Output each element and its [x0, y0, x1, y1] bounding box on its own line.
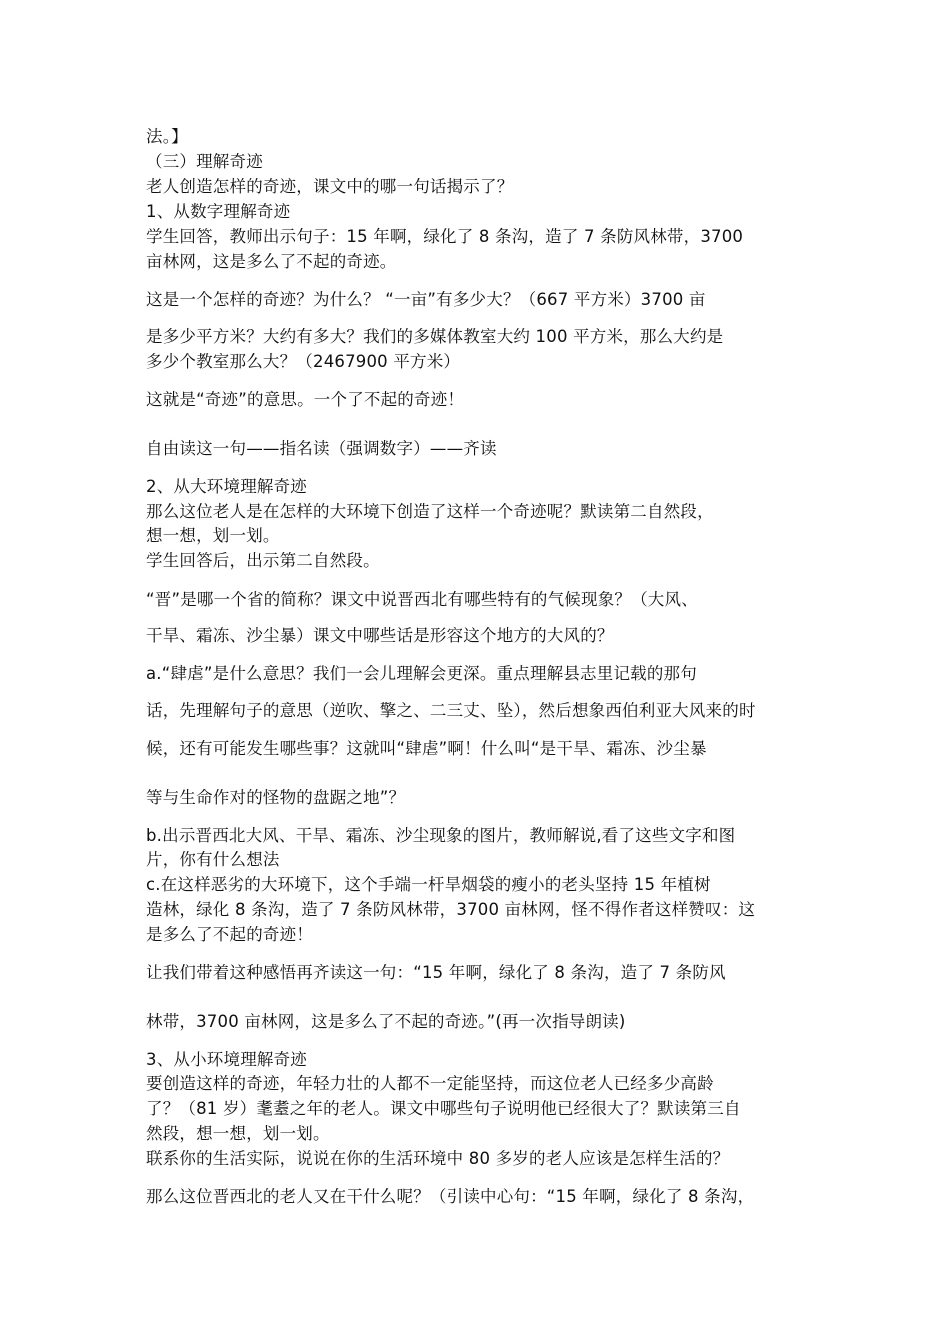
text-line: 话，先理解句子的意思（逆吹、擎之、二三丈、坠），然后想象西伯利亚大风来的时	[146, 701, 756, 720]
section-heading: （三）理解奇迹	[146, 152, 263, 171]
text-line: a.“肆虐”是什么意思？我们一会儿理解会更深。重点理解县志里记载的那句	[146, 664, 697, 683]
text-line: 学生回答，教师出示句子：15 年啊，绿化了 8 条沟，造了 7 条防风林带，3700	[146, 227, 744, 246]
text-line: 这就是“奇迹”的意思。一个了不起的奇迹！	[146, 390, 465, 409]
text-line: 片，你有什么想法	[146, 850, 280, 869]
text-line: 想一想，划一划。	[146, 526, 280, 545]
text-line: 老人创造怎样的奇迹，课文中的哪一句话揭示了？	[146, 177, 514, 196]
text-line: 自由读这一句——指名读（强调数字）——齐读	[146, 439, 497, 458]
text-line: 亩林网，这是多么了不起的奇迹。	[146, 252, 397, 271]
text-line: 造林，绿化 8 条沟，造了 7 条防风林带，3700 亩林网，怪不得作者这样赞叹：这	[146, 900, 756, 919]
text-line: 了？（81 岁）耄耋之年的老人。课文中哪些句子说明他已经很大了？默读第三自	[146, 1099, 741, 1118]
text-line: 那么这位老人是在怎样的大环境下创造了这样一个奇迹呢？默读第二自然段，	[146, 502, 714, 521]
text-line: 然段，想一想，划一划。	[146, 1124, 330, 1143]
text-line: 等与生命作对的怪物的盘踞之地”？	[146, 788, 406, 807]
text-line: 要创造这样的奇迹，年轻力壮的人都不一定能坚持，而这位老人已经多少高龄	[146, 1074, 714, 1093]
text-line: “晋”是哪一个省的简称？课文中说晋西北有哪些特有的气候现象？（大风、	[146, 590, 698, 609]
subsection-heading: 1、从数字理解奇迹	[146, 202, 291, 221]
text-line: b.出示晋西北大风、干旱、霜冻、沙尘现象的图片，教师解说,看了这些文字和图	[146, 826, 736, 845]
text-line: 是多么了不起的奇迹！	[146, 925, 313, 944]
text-line: 那么这位晋西北的老人又在干什么呢？（引读中心句：“15 年啊，绿化了 8 条沟，	[146, 1187, 755, 1206]
text-line: 联系你的生活实际，说说在你的生活环境中 80 多岁的老人应该是怎样生活的？	[146, 1149, 730, 1168]
text-line: 多少个教室那么大？（2467900 平方米）	[146, 352, 461, 371]
text-line: 林带，3700 亩林网，这是多么了不起的奇迹。”(再一次指导朗读)	[146, 1012, 626, 1031]
text-line: 法。】	[146, 127, 188, 146]
text-line: 是多少平方米？大约有多大？我们的多媒体教室大约 100 平方米，那么大约是	[146, 327, 724, 346]
text-line: 干旱、霜冻、沙尘暴）课文中哪些话是形容这个地方的大风的？	[146, 626, 614, 645]
text-line: 这是一个怎样的奇迹？为什么？ “一亩”有多少大？（667 平方米）3700 亩	[146, 290, 706, 309]
subsection-heading: 2、从大环境理解奇迹	[146, 477, 307, 496]
text-line: 让我们带着这种感悟再齐读这一句：“15 年啊，绿化了 8 条沟，造了 7 条防风	[146, 963, 726, 982]
text-line: 学生回答后，出示第二自然段。	[146, 551, 380, 570]
text-line: c.在这样恶劣的大环境下，这个手端一杆旱烟袋的瘦小的老头坚持 15 年植树	[146, 875, 711, 894]
text-line: 候，还有可能发生哪些事？这就叫“肆虐”啊！什么叫“是干旱、霜冻、沙尘暴	[146, 739, 707, 758]
subsection-heading: 3、从小环境理解奇迹	[146, 1050, 307, 1069]
